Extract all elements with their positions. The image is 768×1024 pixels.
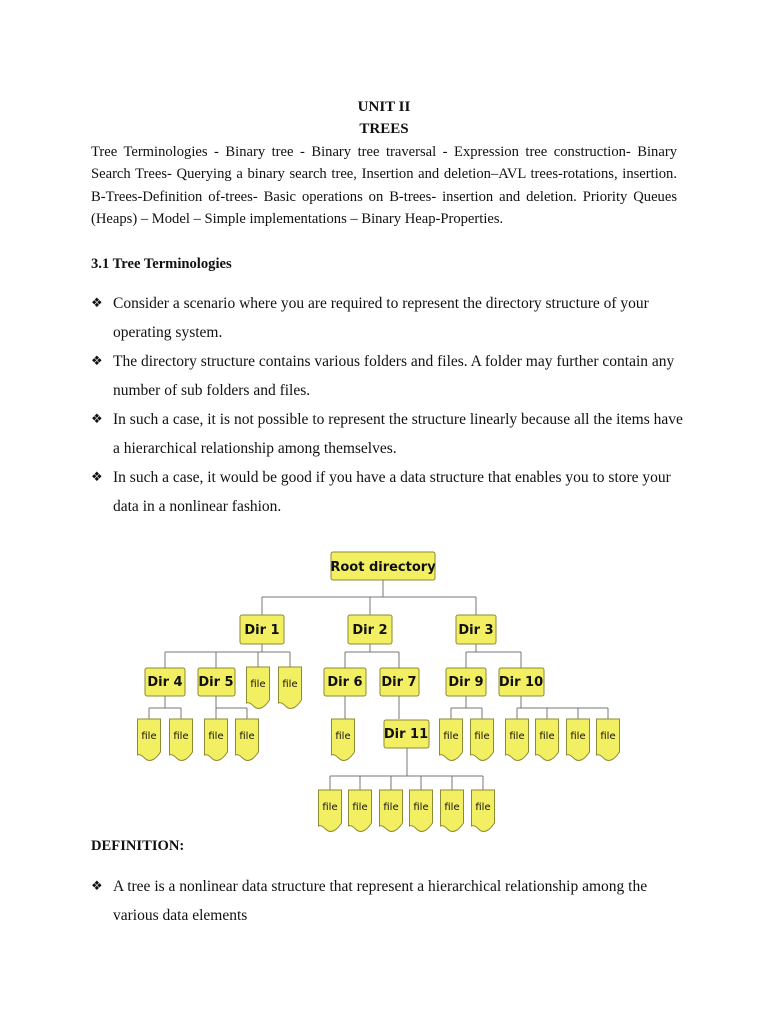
list-item: [91, 872, 691, 930]
bullet-text: In such a case, it would be good if you have a data structure that enables you to store your data in a nonlinear fashion.: [113, 469, 671, 515]
dir-node: [384, 720, 429, 748]
diamond-bullet-icon: ❖: [91, 879, 103, 894]
dir-label: Dir 1: [244, 623, 280, 638]
root-label: Root directory: [330, 560, 436, 575]
file-label: file: [475, 802, 491, 813]
list-item: [91, 289, 691, 347]
unit-heading: UNIT II: [357, 99, 411, 115]
list-item: [91, 347, 691, 405]
dir-label: Dir 6: [327, 675, 363, 690]
file-node: [410, 790, 433, 831]
definition-list: [91, 872, 691, 930]
file-label: file: [539, 731, 555, 742]
bullet-list: [91, 289, 691, 521]
list-item: [91, 463, 691, 521]
diamond-bullet-icon: ❖: [91, 412, 103, 427]
page-title: TREES: [359, 121, 409, 137]
file-label: file: [239, 731, 255, 742]
diamond-bullet-icon: ❖: [91, 296, 103, 311]
file-label: file: [413, 802, 429, 813]
dir-node: [324, 668, 366, 696]
file-label: file: [383, 802, 399, 813]
list-item: [91, 405, 691, 463]
file-label: file: [443, 731, 459, 742]
diamond-bullet-icon: ❖: [91, 354, 103, 369]
dir-node: [198, 668, 235, 696]
file-node: [247, 667, 270, 708]
bullet-text: In such a case, it is not possible to represent the structure linearly because all the items have a hierarchical relationship among themselves.: [113, 411, 683, 457]
file-node: [597, 719, 620, 760]
definition-title: DEFINITION:: [91, 838, 185, 854]
file-label: file: [600, 731, 616, 742]
file-node: [471, 719, 494, 760]
dir-label: Dir 9: [448, 675, 484, 690]
file-node: [138, 719, 161, 760]
file-label: file: [570, 731, 586, 742]
bullet-text: The directory structure contains various folders and files. A folder may further contain any number of sub folders and files.: [113, 353, 675, 399]
directory-tree-diagram: [0, 540, 768, 835]
bullet-text: A tree is a nonlinear data structure that represent a hierarchical relationship among the various data elements: [113, 878, 648, 924]
file-node: [236, 719, 259, 760]
section-title: 3.1 Tree Terminologies: [91, 256, 232, 272]
dir-node: [380, 668, 419, 696]
file-label: file: [173, 731, 189, 742]
root-node: [330, 552, 436, 580]
file-label: file: [282, 679, 298, 690]
file-label: file: [335, 731, 351, 742]
file-node: [506, 719, 529, 760]
dir-node: [348, 615, 392, 644]
file-label: file: [444, 802, 460, 813]
file-node: [472, 790, 495, 831]
file-label: file: [474, 731, 490, 742]
file-label: file: [208, 731, 224, 742]
dir-node: [499, 668, 544, 696]
dir-label: Dir 11: [383, 727, 429, 742]
file-node: [279, 667, 302, 708]
dir-label: Dir 7: [381, 675, 417, 690]
file-node: [205, 719, 228, 760]
file-node: [319, 790, 342, 831]
file-label: file: [141, 731, 157, 742]
dir-label: Dir 5: [198, 675, 234, 690]
dir-node: [145, 668, 185, 696]
file-node: [170, 719, 193, 760]
file-label: file: [250, 679, 266, 690]
dir-node: [240, 615, 284, 644]
file-node: [349, 790, 372, 831]
file-node: [441, 790, 464, 831]
file-node: [440, 719, 463, 760]
dir-node: [456, 615, 496, 644]
diamond-bullet-icon: ❖: [91, 470, 103, 485]
file-label: file: [322, 802, 338, 813]
file-node: [567, 719, 590, 760]
file-label: file: [352, 802, 368, 813]
dir-label: Dir 2: [352, 623, 388, 638]
dir-label: Dir 10: [498, 675, 544, 690]
dir-node: [446, 668, 486, 696]
dir-label: Dir 3: [458, 623, 494, 638]
dir-label: Dir 4: [147, 675, 183, 690]
file-node: [536, 719, 559, 760]
bullet-text: Consider a scenario where you are required to represent the directory structure of your operating system.: [113, 295, 649, 341]
file-node: [380, 790, 403, 831]
file-label: file: [509, 731, 525, 742]
intro-paragraph: Tree Terminologies - Binary tree - Binary tree traversal - Expression tree construction- Binary Search Trees- Querying a binary search tree, Insertion and deletion–AVL trees-rotations, insertion. B-Trees-Definition of-trees- Basic operations on B-trees- insertion and deletion. Priority Queues (Heaps) – Model – Simple implementations – Binary Heap-Properties.: [91, 144, 677, 227]
file-node: [332, 719, 355, 760]
